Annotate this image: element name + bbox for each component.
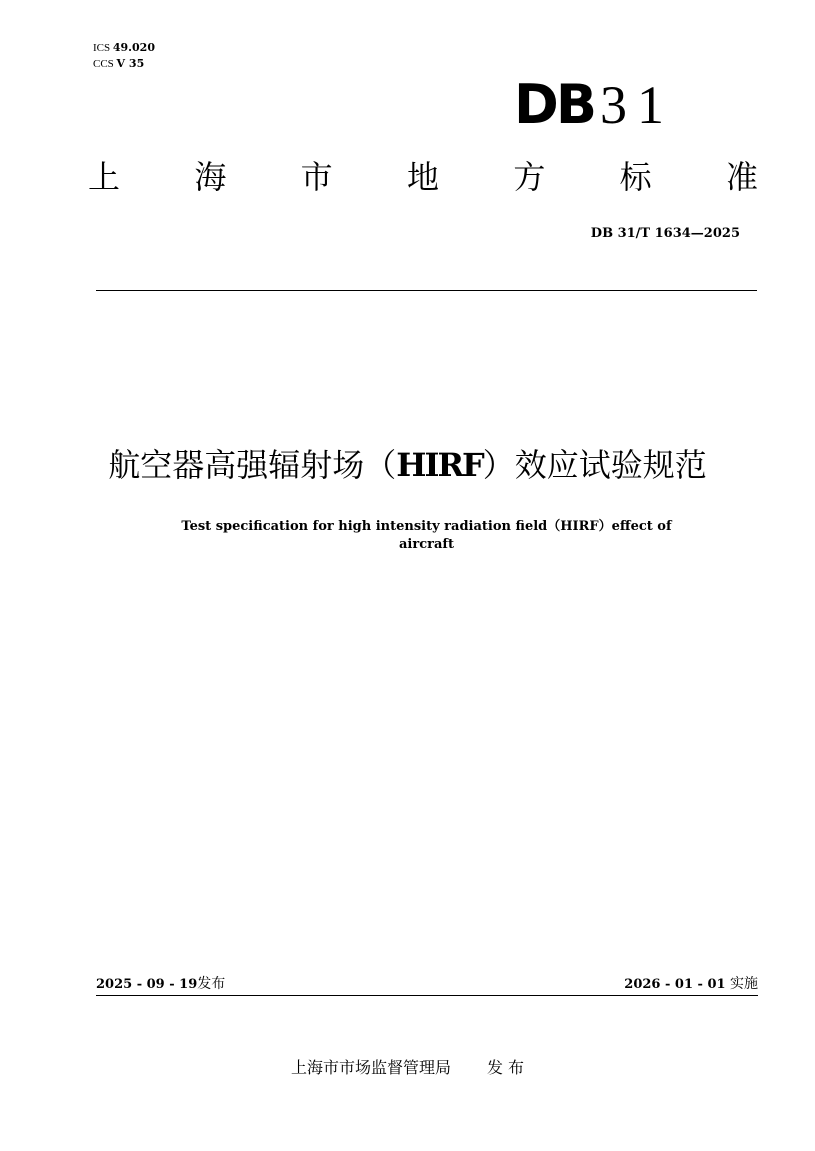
- ccs-label: CCS: [93, 58, 114, 70]
- chinese-title: [0, 443, 815, 487]
- english-title-line2: aircraft: [399, 537, 454, 552]
- issue-label: 发布: [197, 976, 226, 992]
- issue-date: 2025 - 09 - 19: [96, 977, 198, 992]
- ics-line: [93, 40, 155, 56]
- english-title-line1: Test specification for high intensity radiation field（HIRF）effect of: [181, 519, 672, 534]
- standard-type-title: [88, 155, 758, 199]
- db-logo-number: 31: [599, 75, 674, 135]
- chinese-title-abbr: HIRF: [396, 446, 483, 484]
- top-divider: [96, 290, 757, 291]
- standard-type-char: 方: [513, 158, 546, 196]
- issue-date-block: [96, 973, 225, 993]
- standard-type-char: 标: [619, 158, 652, 196]
- standard-type-char: 海: [194, 158, 227, 196]
- ccs-line: [93, 56, 155, 72]
- effective-date-block: [624, 973, 758, 993]
- issuer-name: 上海市市场监督管理局: [290, 1058, 451, 1077]
- effective-date: 2026 - 01 - 01: [624, 977, 726, 992]
- chinese-title-part1: 航空器高强辐射场（: [108, 446, 397, 484]
- standard-type-char: 上: [88, 158, 121, 196]
- issuer-line: [0, 1055, 815, 1078]
- ccs-value: V 35: [116, 57, 145, 70]
- standard-type-char: 准: [725, 158, 758, 196]
- issuer-action: 发 布: [486, 1058, 525, 1077]
- ics-value: 49.020: [112, 41, 155, 54]
- standard-number: DB 31/T 1634—2025: [590, 226, 740, 241]
- classification-codes: [93, 40, 155, 72]
- ics-label: ICS: [93, 42, 111, 54]
- chinese-title-part2: ）效应试验规范: [482, 446, 707, 484]
- db-logo-prefix: DB: [514, 73, 594, 136]
- bottom-divider: [96, 995, 758, 996]
- standard-type-char: 市: [300, 158, 333, 196]
- effective-label: 实施: [730, 976, 758, 992]
- db-logo: [514, 72, 674, 136]
- standard-type-char: 地: [406, 158, 439, 196]
- english-title: [96, 518, 757, 554]
